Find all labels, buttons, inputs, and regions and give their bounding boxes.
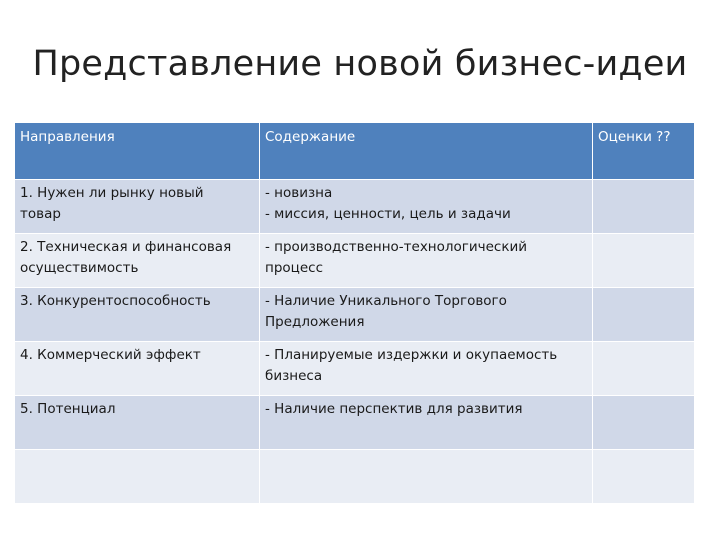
score-cell[interactable] [593, 288, 695, 342]
direction-text: товар [20, 206, 61, 222]
direction-text: 4. Коммерческий эффект [20, 347, 201, 363]
table-row [15, 450, 695, 504]
content-text: Предложения [265, 314, 365, 330]
direction-text: 3. Конкурентоспособность [20, 293, 211, 309]
content-cell [260, 288, 593, 342]
content-text: - новизна [265, 185, 333, 201]
direction-cell [15, 342, 260, 396]
content-text: - миссия, ценности, цель и задачи [265, 206, 511, 222]
direction-cell [15, 288, 260, 342]
content-text: - Наличие перспектив для развития [265, 401, 523, 417]
content-text: - производственно-технологический [265, 239, 528, 255]
table-row [15, 342, 695, 396]
table-header-row [15, 123, 695, 180]
direction-text: 1. Нужен ли рынку новый [20, 185, 204, 201]
content-text: процесс [265, 260, 323, 276]
table-row [15, 288, 695, 342]
content-text: - Планируемые издержки и окупаемость [265, 347, 558, 363]
table-row [15, 396, 695, 450]
score-cell[interactable] [593, 450, 695, 504]
header-content: Содержание [260, 123, 593, 180]
direction-cell [15, 180, 260, 234]
table-row [15, 234, 695, 288]
header-scores: Оценки ?? [593, 123, 695, 180]
direction-cell [15, 396, 260, 450]
content-cell [260, 342, 593, 396]
direction-text: 5. Потенциал [20, 401, 116, 417]
score-cell[interactable] [593, 396, 695, 450]
direction-cell [15, 450, 260, 504]
direction-text: осуществимость [20, 260, 139, 276]
score-cell[interactable] [593, 234, 695, 288]
content-cell [260, 234, 593, 288]
table-row [15, 180, 695, 234]
direction-text: 2. Техническая и финансовая [20, 239, 232, 255]
content-text: - Наличие Уникального Торгового [265, 293, 507, 309]
header-directions: Направления [15, 123, 260, 180]
content-text: бизнеса [265, 368, 323, 384]
slide-title: Представление новой бизнес-идеи [32, 44, 688, 84]
content-cell [260, 396, 593, 450]
content-cell [260, 180, 593, 234]
score-cell[interactable] [593, 342, 695, 396]
direction-cell [15, 234, 260, 288]
score-cell[interactable] [593, 180, 695, 234]
content-cell [260, 450, 593, 504]
ideas-table [14, 122, 695, 504]
